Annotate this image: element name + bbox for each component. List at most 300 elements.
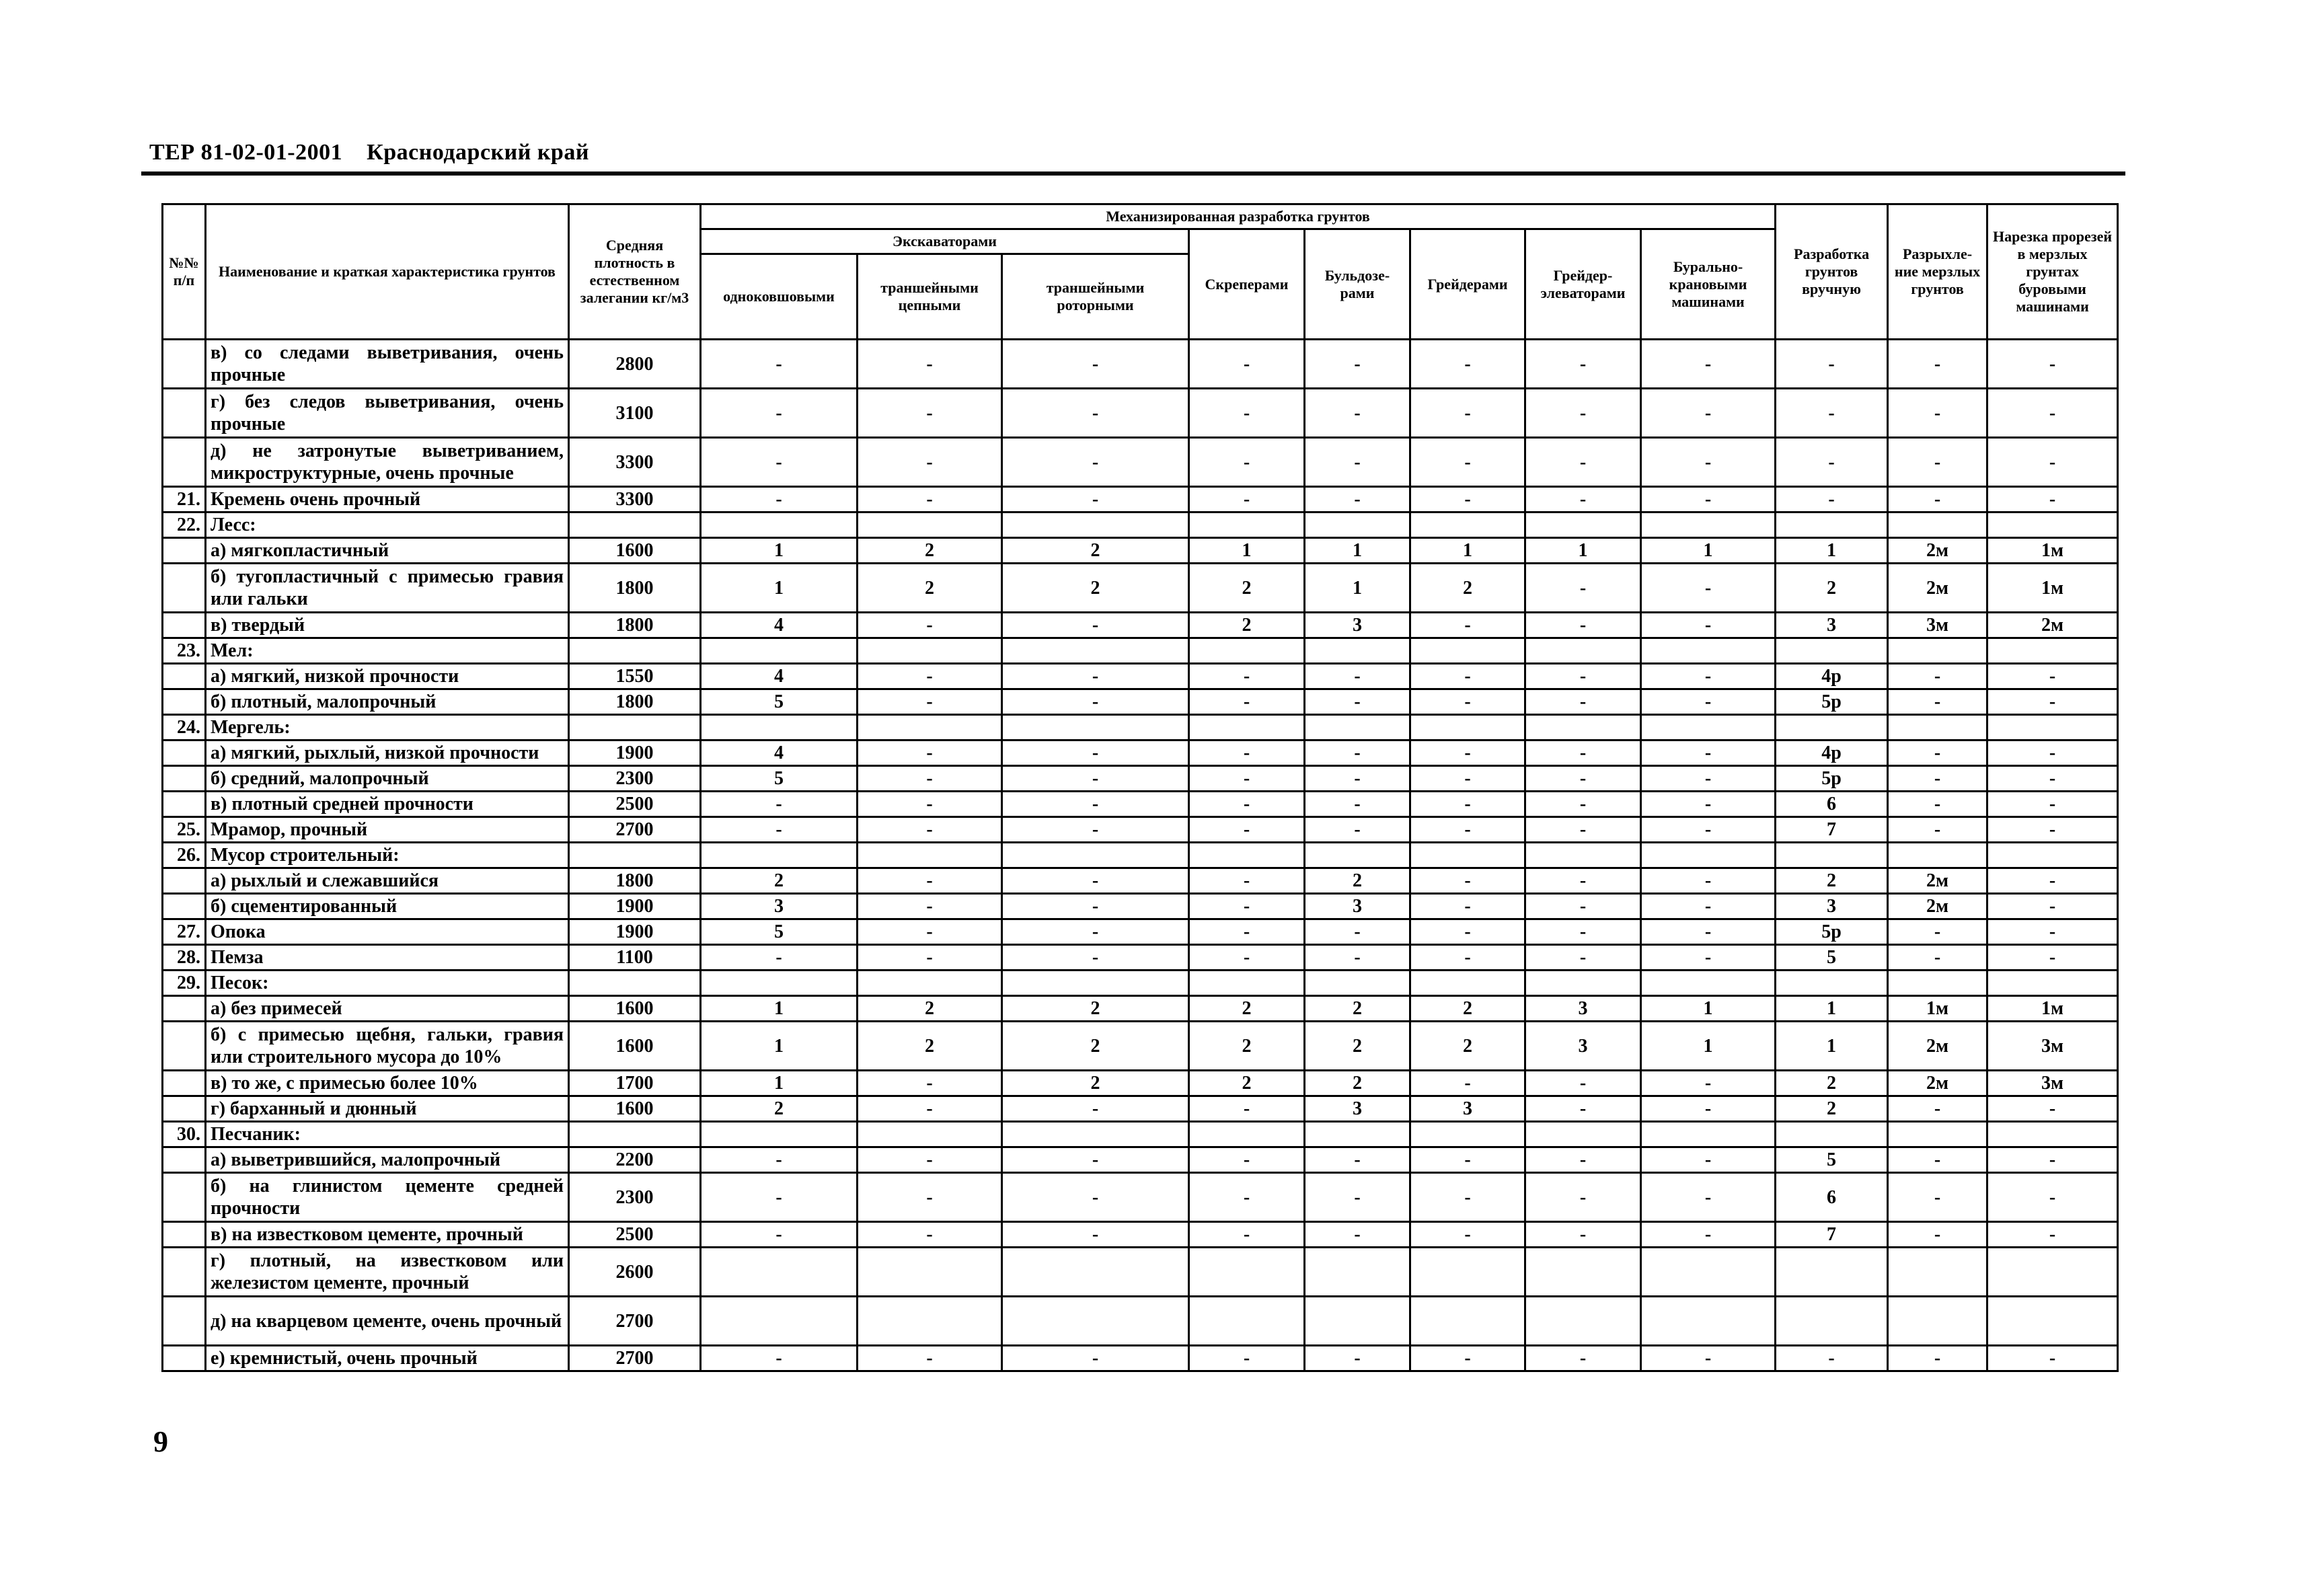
row-number: 26. <box>163 843 206 868</box>
cell-manual: - <box>1776 1346 1888 1371</box>
cell-loosening: - <box>1888 1147 1987 1173</box>
cell-trench-chain: 2 <box>858 538 1002 564</box>
cell-loosening: - <box>1888 1096 1987 1122</box>
soil-name: б) плотный, малопрочный <box>206 689 569 715</box>
cell-trench-rotor: - <box>1002 945 1189 971</box>
soil-name: б) сцементированный <box>206 894 569 919</box>
cell-bulldozers: - <box>1305 340 1410 389</box>
cell-graders: 2 <box>1410 996 1525 1022</box>
table-row <box>163 613 2118 638</box>
cell-graders: - <box>1410 664 1525 689</box>
cell-loosening: 1м <box>1888 996 1987 1022</box>
cell-drill-crane <box>1641 1122 1776 1147</box>
table-row <box>163 1022 2118 1071</box>
cell-trench-chain: - <box>858 664 1002 689</box>
cell-slotting: - <box>1987 1173 2118 1222</box>
document-code: ТЕР 81-02-01-2001 <box>149 140 343 165</box>
cell-slotting: - <box>1987 919 2118 945</box>
table-row <box>163 894 2118 919</box>
cell-trench-rotor: - <box>1002 1222 1189 1248</box>
cell-bulldozers: - <box>1305 919 1410 945</box>
cell-manual: 5р <box>1776 689 1888 715</box>
cell-trench-rotor: - <box>1002 438 1189 487</box>
cell-single-bucket: 5 <box>701 766 858 792</box>
cell-trench-rotor: - <box>1002 340 1189 389</box>
cell-scrapers: - <box>1189 868 1305 894</box>
cell-manual: 5р <box>1776 766 1888 792</box>
row-number <box>163 1297 206 1346</box>
cell-graders <box>1410 971 1525 996</box>
cell-grader-elevators <box>1525 512 1641 538</box>
table-row <box>163 843 2118 868</box>
cell-graders: 2 <box>1410 564 1525 613</box>
cell-trench-chain: - <box>858 689 1002 715</box>
cell-trench-rotor: - <box>1002 487 1189 512</box>
cell-trench-rotor: - <box>1002 389 1189 438</box>
header-graders: Грейдерами <box>1410 229 1525 340</box>
cell-scrapers: - <box>1189 894 1305 919</box>
soil-name: а) мягкий, рыхлый, низкой прочности <box>206 740 569 766</box>
row-number <box>163 438 206 487</box>
table-row <box>163 817 2118 843</box>
cell-trench-rotor: - <box>1002 868 1189 894</box>
cell-trench-rotor: - <box>1002 613 1189 638</box>
cell-scrapers: - <box>1189 389 1305 438</box>
cell-single-bucket <box>701 971 858 996</box>
cell-grader-elevators: 3 <box>1525 996 1641 1022</box>
cell-grader-elevators <box>1525 1297 1641 1346</box>
cell-manual: 7 <box>1776 1222 1888 1248</box>
soil-classification-table <box>161 203 2119 1372</box>
cell-grader-elevators: - <box>1525 664 1641 689</box>
cell-graders: - <box>1410 340 1525 389</box>
cell-slotting <box>1987 512 2118 538</box>
cell-bulldozers: - <box>1305 1173 1410 1222</box>
row-number <box>163 613 206 638</box>
cell-bulldozers: - <box>1305 664 1410 689</box>
cell-scrapers: - <box>1189 766 1305 792</box>
cell-manual: 6 <box>1776 792 1888 817</box>
density-value: 2700 <box>569 1297 701 1346</box>
cell-trench-rotor: - <box>1002 919 1189 945</box>
cell-slotting: - <box>1987 1222 2118 1248</box>
cell-trench-rotor: - <box>1002 740 1189 766</box>
cell-slotting <box>1987 843 2118 868</box>
cell-bulldozers <box>1305 1122 1410 1147</box>
cell-loosening: - <box>1888 945 1987 971</box>
cell-manual: 5р <box>1776 919 1888 945</box>
cell-loosening <box>1888 1297 1987 1346</box>
cell-graders: - <box>1410 689 1525 715</box>
cell-scrapers <box>1189 715 1305 740</box>
cell-manual <box>1776 843 1888 868</box>
cell-scrapers: - <box>1189 945 1305 971</box>
cell-trench-rotor: - <box>1002 817 1189 843</box>
header-bulldozers: Бульдозе-рами <box>1305 229 1410 340</box>
cell-drill-crane: - <box>1641 792 1776 817</box>
cell-grader-elevators: - <box>1525 438 1641 487</box>
cell-drill-crane: - <box>1641 945 1776 971</box>
cell-bulldozers <box>1305 1248 1410 1297</box>
cell-manual: - <box>1776 487 1888 512</box>
cell-scrapers <box>1189 843 1305 868</box>
row-number <box>163 1147 206 1173</box>
header-density: Средняя плотность в естественном залегании кг/м3 <box>569 204 701 340</box>
cell-single-bucket <box>701 1248 858 1297</box>
cell-scrapers: - <box>1189 1147 1305 1173</box>
cell-graders: - <box>1410 817 1525 843</box>
cell-loosening: - <box>1888 340 1987 389</box>
cell-slotting: - <box>1987 340 2118 389</box>
row-number: 23. <box>163 638 206 664</box>
cell-trench-rotor <box>1002 715 1189 740</box>
cell-grader-elevators: - <box>1525 792 1641 817</box>
cell-trench-chain <box>858 1248 1002 1297</box>
row-number <box>163 664 206 689</box>
soil-name: е) кремнистый, очень прочный <box>206 1346 569 1371</box>
cell-loosening: - <box>1888 919 1987 945</box>
cell-single-bucket: 1 <box>701 538 858 564</box>
table-row <box>163 1096 2118 1122</box>
table-row <box>163 1248 2118 1297</box>
cell-manual: 1 <box>1776 996 1888 1022</box>
soil-name: Песчаник: <box>206 1122 569 1147</box>
cell-slotting: 3м <box>1987 1022 2118 1071</box>
table-row <box>163 1297 2118 1346</box>
cell-manual: 3 <box>1776 613 1888 638</box>
cell-grader-elevators <box>1525 1248 1641 1297</box>
cell-drill-crane: - <box>1641 689 1776 715</box>
cell-manual <box>1776 638 1888 664</box>
cell-loosening <box>1888 1248 1987 1297</box>
cell-manual: 2 <box>1776 564 1888 613</box>
cell-bulldozers: - <box>1305 766 1410 792</box>
cell-trench-chain <box>858 1297 1002 1346</box>
cell-graders: - <box>1410 1346 1525 1371</box>
cell-loosening <box>1888 512 1987 538</box>
table-row <box>163 389 2118 438</box>
cell-manual <box>1776 512 1888 538</box>
cell-bulldozers: 2 <box>1305 868 1410 894</box>
cell-loosening: 2м <box>1888 538 1987 564</box>
cell-drill-crane: - <box>1641 1071 1776 1096</box>
table-row <box>163 971 2118 996</box>
soil-name: Песок: <box>206 971 569 996</box>
cell-slotting <box>1987 1122 2118 1147</box>
table-row <box>163 664 2118 689</box>
row-number <box>163 740 206 766</box>
cell-trench-rotor: - <box>1002 1096 1189 1122</box>
cell-trench-chain: - <box>858 1222 1002 1248</box>
row-number <box>163 868 206 894</box>
density-value <box>569 715 701 740</box>
cell-graders: 3 <box>1410 1096 1525 1122</box>
cell-grader-elevators: - <box>1525 389 1641 438</box>
cell-trench-rotor: - <box>1002 894 1189 919</box>
density-value: 3100 <box>569 389 701 438</box>
cell-bulldozers: - <box>1305 740 1410 766</box>
cell-bulldozers: 3 <box>1305 1096 1410 1122</box>
cell-slotting: - <box>1987 817 2118 843</box>
cell-drill-crane: - <box>1641 766 1776 792</box>
cell-bulldozers <box>1305 971 1410 996</box>
cell-drill-crane: - <box>1641 1147 1776 1173</box>
cell-trench-rotor <box>1002 1248 1189 1297</box>
cell-slotting <box>1987 1248 2118 1297</box>
cell-scrapers <box>1189 1248 1305 1297</box>
cell-graders: - <box>1410 766 1525 792</box>
row-number <box>163 1346 206 1371</box>
row-number <box>163 1071 206 1096</box>
cell-trench-chain: - <box>858 740 1002 766</box>
row-number <box>163 766 206 792</box>
soil-name: а) выветрившийся, малопрочный <box>206 1147 569 1173</box>
cell-single-bucket <box>701 1297 858 1346</box>
cell-loosening: 2м <box>1888 1022 1987 1071</box>
density-value: 2300 <box>569 1173 701 1222</box>
row-number <box>163 894 206 919</box>
density-value <box>569 971 701 996</box>
density-value <box>569 1122 701 1147</box>
table-row <box>163 689 2118 715</box>
cell-slotting <box>1987 1297 2118 1346</box>
cell-drill-crane: - <box>1641 613 1776 638</box>
cell-graders: 2 <box>1410 1022 1525 1071</box>
cell-trench-chain <box>858 971 1002 996</box>
cell-single-bucket <box>701 843 858 868</box>
cell-slotting <box>1987 638 2118 664</box>
cell-manual <box>1776 1297 1888 1346</box>
cell-trench-chain: - <box>858 766 1002 792</box>
cell-manual: 3 <box>1776 894 1888 919</box>
cell-manual <box>1776 1122 1888 1147</box>
density-value: 2800 <box>569 340 701 389</box>
cell-bulldozers: - <box>1305 945 1410 971</box>
row-number <box>163 792 206 817</box>
cell-bulldozers: - <box>1305 487 1410 512</box>
density-value: 1900 <box>569 894 701 919</box>
cell-trench-rotor <box>1002 1297 1189 1346</box>
header-trench-rotor: траншейными роторными <box>1002 254 1189 340</box>
cell-trench-rotor: - <box>1002 1147 1189 1173</box>
cell-manual: - <box>1776 340 1888 389</box>
cell-graders: - <box>1410 945 1525 971</box>
cell-trench-rotor: 2 <box>1002 1022 1189 1071</box>
cell-trench-chain: 2 <box>858 564 1002 613</box>
cell-drill-crane: - <box>1641 817 1776 843</box>
cell-loosening: 2м <box>1888 564 1987 613</box>
cell-bulldozers: - <box>1305 389 1410 438</box>
cell-trench-rotor: - <box>1002 1346 1189 1371</box>
density-value: 1800 <box>569 613 701 638</box>
cell-single-bucket: - <box>701 1147 858 1173</box>
cell-grader-elevators <box>1525 638 1641 664</box>
cell-grader-elevators <box>1525 1122 1641 1147</box>
soil-name: г) плотный, на известковом или железистом цементе, прочный <box>206 1248 569 1297</box>
cell-trench-chain: - <box>858 817 1002 843</box>
cell-scrapers: 2 <box>1189 564 1305 613</box>
table-row <box>163 638 2118 664</box>
cell-graders <box>1410 843 1525 868</box>
cell-bulldozers: 3 <box>1305 613 1410 638</box>
cell-trench-chain: - <box>858 340 1002 389</box>
cell-single-bucket: 4 <box>701 740 858 766</box>
cell-bulldozers: - <box>1305 438 1410 487</box>
cell-graders: - <box>1410 487 1525 512</box>
soil-name: д) не затронутые выветриванием, микроструктурные, очень прочные <box>206 438 569 487</box>
cell-bulldozers: 2 <box>1305 996 1410 1022</box>
cell-single-bucket: - <box>701 340 858 389</box>
cell-trench-rotor: - <box>1002 766 1189 792</box>
cell-loosening: - <box>1888 664 1987 689</box>
cell-graders: - <box>1410 389 1525 438</box>
cell-manual <box>1776 1248 1888 1297</box>
cell-single-bucket: - <box>701 487 858 512</box>
row-number <box>163 389 206 438</box>
cell-bulldozers: - <box>1305 1222 1410 1248</box>
cell-scrapers <box>1189 971 1305 996</box>
cell-trench-chain: - <box>858 919 1002 945</box>
density-value: 1800 <box>569 689 701 715</box>
cell-scrapers: - <box>1189 740 1305 766</box>
cell-loosening: - <box>1888 817 1987 843</box>
cell-drill-crane: 1 <box>1641 996 1776 1022</box>
soil-name: б) с примесью щебня, гальки, гравия или строительного мусора до 10% <box>206 1022 569 1071</box>
cell-manual: 5 <box>1776 945 1888 971</box>
row-number: 29. <box>163 971 206 996</box>
cell-manual: 2 <box>1776 868 1888 894</box>
cell-drill-crane: - <box>1641 340 1776 389</box>
cell-loosening <box>1888 715 1987 740</box>
soil-name: г) без следов выветривания, очень прочные <box>206 389 569 438</box>
density-value: 1600 <box>569 1096 701 1122</box>
cell-grader-elevators: - <box>1525 1173 1641 1222</box>
cell-manual <box>1776 971 1888 996</box>
cell-trench-chain <box>858 843 1002 868</box>
cell-single-bucket: 4 <box>701 664 858 689</box>
cell-drill-crane: - <box>1641 1222 1776 1248</box>
table-row <box>163 340 2118 389</box>
soil-name: Пемза <box>206 945 569 971</box>
table-row <box>163 919 2118 945</box>
soil-name: б) средний, малопрочный <box>206 766 569 792</box>
cell-trench-chain: 2 <box>858 1022 1002 1071</box>
cell-single-bucket: - <box>701 1173 858 1222</box>
cell-drill-crane: - <box>1641 389 1776 438</box>
cell-drill-crane: - <box>1641 1346 1776 1371</box>
density-value: 2700 <box>569 1346 701 1371</box>
cell-single-bucket: 1 <box>701 1022 858 1071</box>
cell-scrapers: - <box>1189 340 1305 389</box>
cell-drill-crane <box>1641 1248 1776 1297</box>
row-number: 30. <box>163 1122 206 1147</box>
cell-trench-chain: - <box>858 1071 1002 1096</box>
header-single-bucket: одноковшовыми <box>701 254 858 340</box>
density-value: 3300 <box>569 438 701 487</box>
cell-scrapers: 1 <box>1189 538 1305 564</box>
soil-name: д) на кварцевом цементе, очень прочный <box>206 1297 569 1346</box>
cell-trench-chain: - <box>858 1173 1002 1222</box>
soil-name: в) на известковом цементе, прочный <box>206 1222 569 1248</box>
cell-grader-elevators: - <box>1525 564 1641 613</box>
cell-grader-elevators: - <box>1525 868 1641 894</box>
cell-trench-rotor <box>1002 1122 1189 1147</box>
cell-slotting: - <box>1987 792 2118 817</box>
cell-scrapers <box>1189 638 1305 664</box>
cell-loosening: 2м <box>1888 1071 1987 1096</box>
cell-manual: 7 <box>1776 817 1888 843</box>
cell-single-bucket: - <box>701 1346 858 1371</box>
cell-grader-elevators: - <box>1525 945 1641 971</box>
cell-slotting: - <box>1987 689 2118 715</box>
cell-slotting: - <box>1987 1346 2118 1371</box>
soil-name: Лесс: <box>206 512 569 538</box>
soil-name: Мусор строительный: <box>206 843 569 868</box>
row-number <box>163 1248 206 1297</box>
cell-drill-crane: - <box>1641 487 1776 512</box>
cell-grader-elevators <box>1525 715 1641 740</box>
cell-loosening: - <box>1888 389 1987 438</box>
table-row <box>163 715 2118 740</box>
cell-grader-elevators <box>1525 843 1641 868</box>
cell-loosening: - <box>1888 689 1987 715</box>
cell-bulldozers: - <box>1305 689 1410 715</box>
cell-drill-crane <box>1641 512 1776 538</box>
header-grader-elevators: Грейдер-элеваторами <box>1525 229 1641 340</box>
density-value: 1900 <box>569 740 701 766</box>
cell-single-bucket: 1 <box>701 1071 858 1096</box>
density-value: 1100 <box>569 945 701 971</box>
cell-slotting <box>1987 715 2118 740</box>
cell-graders: - <box>1410 919 1525 945</box>
cell-single-bucket: - <box>701 438 858 487</box>
cell-trench-rotor: - <box>1002 689 1189 715</box>
soil-name: а) мягкопластичный <box>206 538 569 564</box>
cell-grader-elevators: - <box>1525 1096 1641 1122</box>
cell-trench-chain: - <box>858 613 1002 638</box>
density-value: 1700 <box>569 1071 701 1096</box>
cell-slotting: - <box>1987 438 2118 487</box>
cell-scrapers: - <box>1189 1222 1305 1248</box>
cell-bulldozers <box>1305 843 1410 868</box>
cell-grader-elevators: 1 <box>1525 538 1641 564</box>
row-number: 27. <box>163 919 206 945</box>
cell-slotting: - <box>1987 664 2118 689</box>
cell-scrapers <box>1189 1297 1305 1346</box>
density-value: 2200 <box>569 1147 701 1173</box>
cell-loosening <box>1888 971 1987 996</box>
density-value: 1600 <box>569 538 701 564</box>
cell-trench-chain <box>858 1122 1002 1147</box>
cell-grader-elevators: - <box>1525 487 1641 512</box>
row-number <box>163 1096 206 1122</box>
cell-grader-elevators: - <box>1525 340 1641 389</box>
cell-slotting: - <box>1987 740 2118 766</box>
soil-name: в) твердый <box>206 613 569 638</box>
cell-grader-elevators: - <box>1525 1071 1641 1096</box>
cell-graders: - <box>1410 868 1525 894</box>
cell-grader-elevators: - <box>1525 817 1641 843</box>
cell-bulldozers <box>1305 638 1410 664</box>
cell-loosening <box>1888 638 1987 664</box>
cell-slotting: - <box>1987 487 2118 512</box>
cell-drill-crane: - <box>1641 438 1776 487</box>
cell-drill-crane: - <box>1641 919 1776 945</box>
cell-trench-chain <box>858 512 1002 538</box>
table-row <box>163 564 2118 613</box>
table-row <box>163 1222 2118 1248</box>
density-value <box>569 638 701 664</box>
